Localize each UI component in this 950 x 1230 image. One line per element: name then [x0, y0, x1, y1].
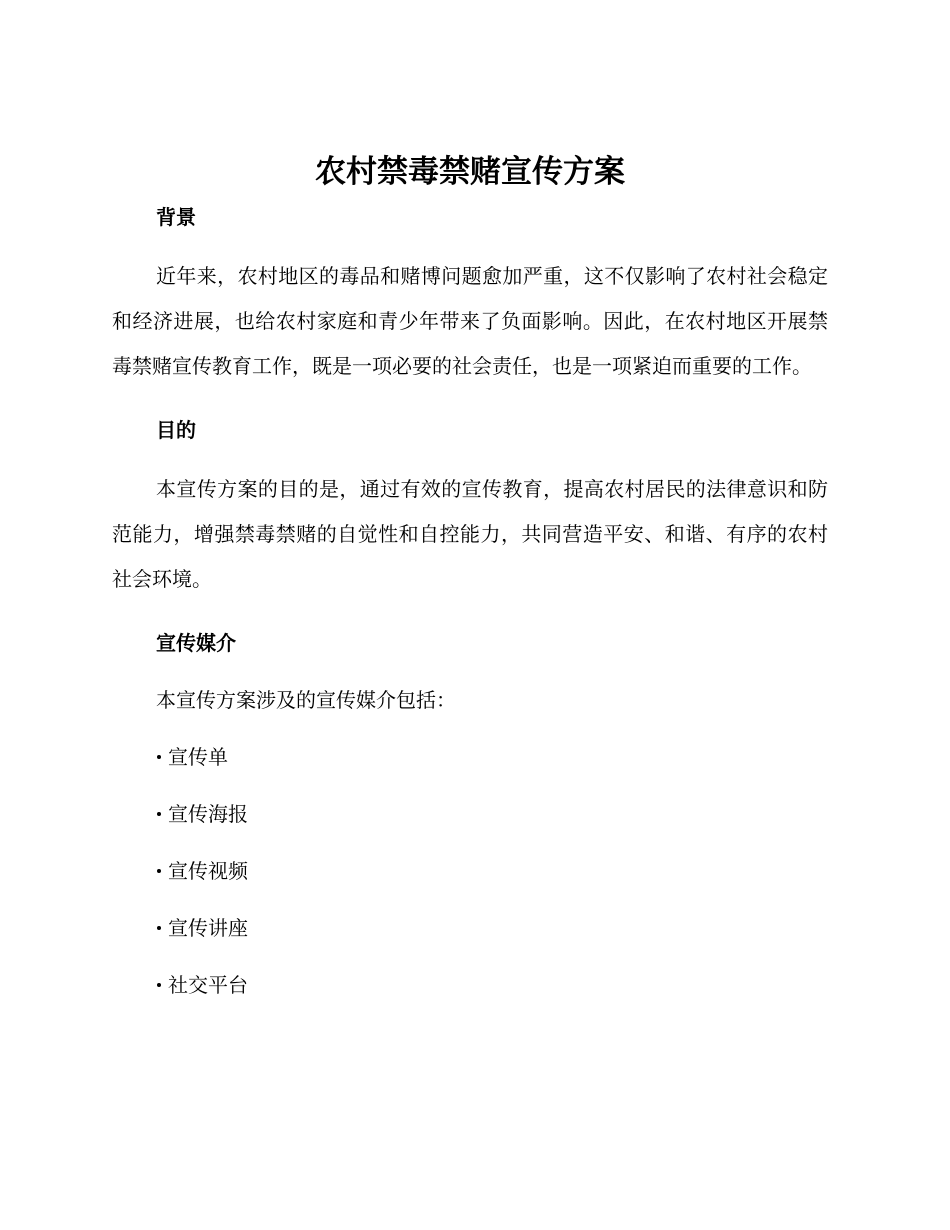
- bullet-icon: [157, 926, 161, 930]
- list-item-label: 宣传视频: [168, 859, 248, 883]
- list-item: [112, 742, 828, 772]
- bullet-icon: [157, 812, 161, 816]
- list-item-label: 社交平台: [168, 973, 248, 997]
- section-heading-goal: 目的: [156, 418, 196, 442]
- list-item-label: 宣传单: [168, 745, 228, 769]
- list-item-label: 宣传海报: [168, 802, 248, 826]
- list-item: [112, 856, 828, 886]
- section-media: [112, 628, 828, 1000]
- list-item: [112, 970, 828, 1000]
- bullet-icon: [157, 755, 161, 759]
- list-item-label: 宣传讲座: [168, 916, 248, 940]
- section-goal: [112, 415, 828, 602]
- section-heading-background: 背景: [156, 205, 196, 229]
- document-title: 农村禁毒禁赌宣传方案: [315, 154, 625, 190]
- bullet-icon: [157, 869, 161, 873]
- list-item: [112, 799, 828, 829]
- section-background: [112, 202, 828, 389]
- bullet-icon: [157, 983, 161, 987]
- paragraph-goal: 本宣传方案的目的是，通过有效的宣传教育，提高农村居民的法律意识和防范能力，增强禁毒禁赌的自觉性和自控能力，共同营造平安、和谐、有序的农村社会环境。: [112, 477, 828, 591]
- media-list: [112, 742, 828, 1000]
- media-intro: 本宣传方案涉及的宣传媒介包括：: [156, 688, 456, 712]
- paragraph-background: 近年来，农村地区的毒品和赌博问题愈加严重，这不仅影响了农村社会稳定和经济进展，也给农村家庭和青少年带来了负面影响。因此，在农村地区开展禁毒禁赌宣传教育工作，既是一项必要的社会责任，也是一项紧迫而重要的工作。: [112, 264, 828, 378]
- list-item: [112, 913, 828, 943]
- section-heading-media: 宣传媒介: [156, 631, 236, 655]
